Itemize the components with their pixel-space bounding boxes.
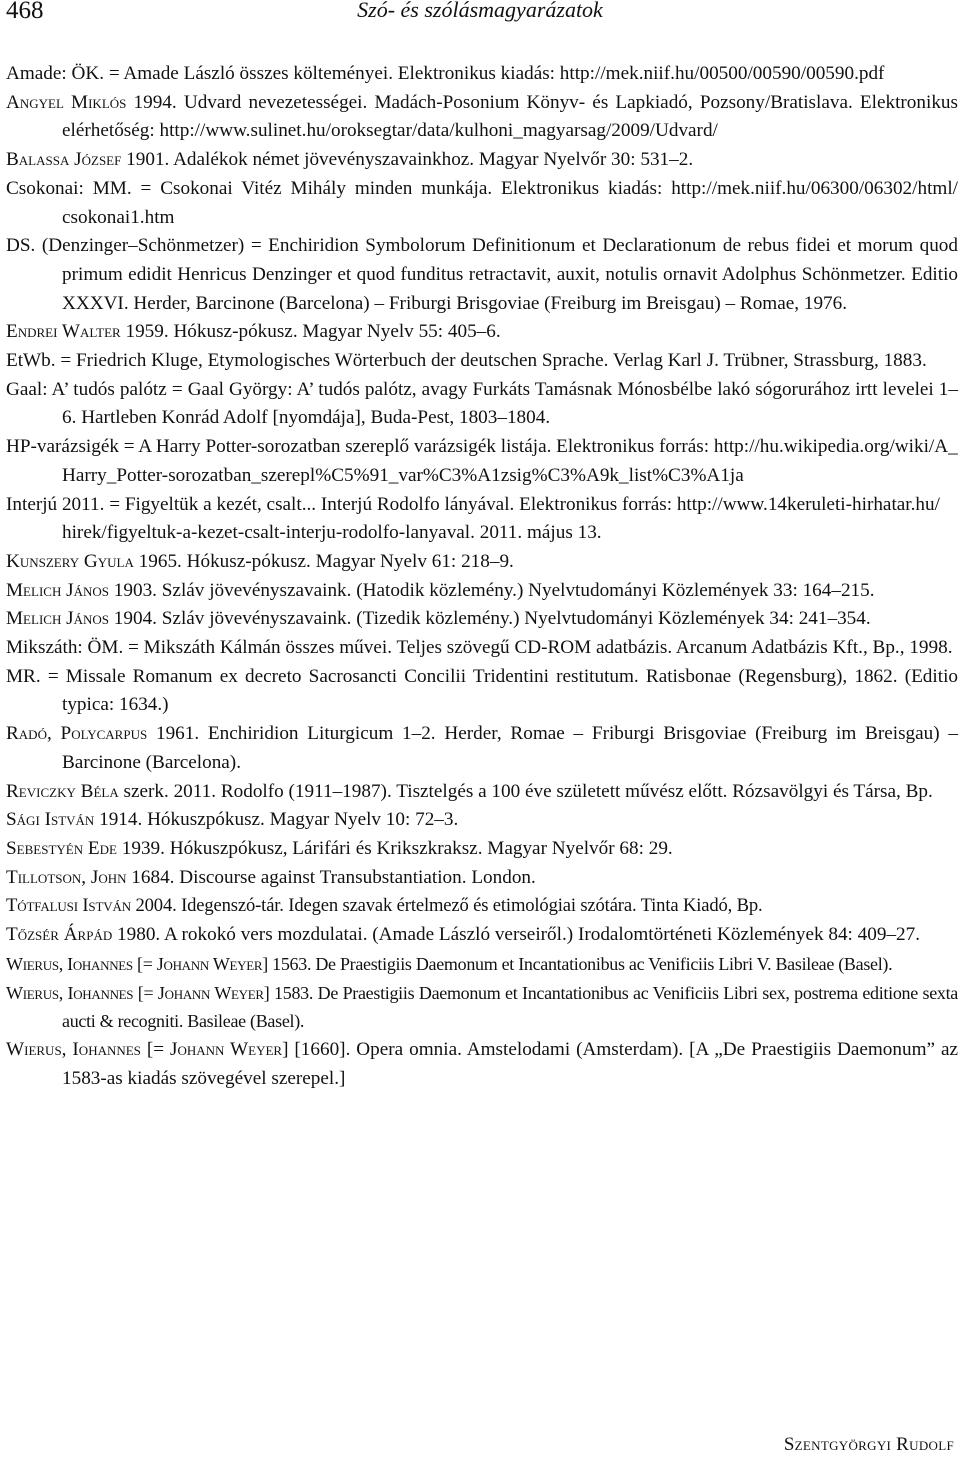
reference-text: 1980. A rokokó vers mozdulatai. (Amade László verseiről.) Irodalomtörténeti Közlemények 84: 409–27.	[112, 924, 921, 946]
reference-author: Sebestyén Ede	[6, 837, 117, 859]
reference-text: 1901. Adalékok német jövevényszavainkhoz. Magyar Nyelvőr 30: 531–2.	[121, 149, 694, 171]
reference-entry	[6, 491, 958, 548]
reference-entry	[6, 60, 958, 89]
reference-text: [1660]. Opera omnia. Amstelodami (Amsterdam). [A „De Praestigiis Daemonum” az 1583-as kiadás szövegével szerepel.]	[62, 1038, 959, 1089]
reference-entry	[6, 720, 958, 777]
reference-list	[6, 60, 958, 1093]
reference-entry	[6, 663, 958, 720]
reference-author: Balassa József	[6, 149, 122, 171]
reference-entry	[6, 778, 958, 807]
reference-entry	[6, 1036, 958, 1093]
reference-text: 1684. Discourse against Transubstantiation. London.	[126, 866, 536, 888]
reference-entry	[6, 892, 958, 921]
reference-entry	[6, 548, 958, 577]
reference-text: 1994. Udvard nevezetességei. Madách-Posonium Könyv- és Lapkiadó, Pozsony/Bratislava. Elektronikus elérhetőség: http://www.sulinet.hu/oroksegtar/data/kulhoni_magyarsag/2009/Udvard/	[62, 91, 958, 142]
reference-entry	[6, 175, 958, 232]
reference-entry	[6, 864, 958, 893]
reference-text: 1914. Hókuszpókusz. Magyar Nyelv 10: 72–3.	[94, 809, 459, 831]
reference-author: Wierus, Iohannes [= Johann Weyer]	[6, 953, 268, 974]
reference-text: Mikszáth: ÖM. = Mikszáth Kálmán összes művei. Teljes szövegű CD-ROM adatbázis. Arcanum Adatbázis Kft., Bp., 1998.	[6, 637, 953, 659]
reference-text: Gaal: A’ tudós palótz = Gaal György: A’ tudós palótz, avagy Furkáts Tamásnak Mónosbélbe lakó sógorurához irtt levelei 1–6. Hartleben Konrád Adolf [nyomdája], Buda-Pest, 1803–1804.	[6, 378, 958, 429]
reference-author: Angyel Miklós	[6, 91, 127, 113]
reference-text: 1939. Hókuszpókusz, Lárifári és Krikszkraksz. Magyar Nyelvőr 68: 29.	[116, 837, 673, 859]
reference-entry	[6, 347, 958, 376]
reference-author: Tótfalusi István	[6, 895, 132, 917]
reference-entry	[6, 376, 958, 433]
reference-entry	[6, 577, 958, 606]
reference-text: HP-varázsigék = A Harry Potter-sorozatban szereplő varázsigék listája. Elektronikus forrás: http://hu.wikipedia.org/wiki/A_Harry_Potter-sorozatban_szerepl%C5%91_var%C3%A1zsig%C3%A9k_list%C3%A1ja	[6, 436, 958, 486]
reference-author: Reviczky Béla	[6, 780, 119, 802]
reference-author: Wierus, Iohannes [= Johann Weyer]	[6, 1038, 289, 1060]
reference-text: 1903. Szláv jövevényszavaink. (Hatodik közlemény.) Nyelvtudományi Közlemények 33: 164–215.	[109, 579, 875, 601]
reference-author: Radó, Polycarpus	[6, 723, 148, 745]
reference-author: Kunszery Gyula	[6, 550, 134, 572]
reference-entry	[6, 318, 958, 347]
reference-entry	[6, 979, 958, 1036]
reference-entry	[6, 232, 958, 318]
reference-text: Csokonai: MM. = Csokonai Vitéz Mihály minden munkája. Elektronikus kiadás: http://mek.niif.hu/06300/06302/html/csokonai1.htm	[6, 177, 958, 228]
reference-author: Tőzsér Árpád	[6, 924, 113, 946]
reference-text: 1961. Enchiridion Liturgicum 1–2. Herder, Romae – Friburgi Brisgoviae (Freiburg im Breisgau) – Barcinone (Barcelona).	[62, 723, 958, 773]
reference-text: DS. (Denzinger–Schönmetzer) = Enchiridion Symbolorum Definitionum et Declarationum de rebus fidei et morum quod primum edidit Henricus Denzinger et quod funditus retractavit, auxit, notulis ornavit Adolphus Schönmetzer. Editio XXXVI. Herder, Barcinone (Barcelona) – Friburgi Brisgoviae (Freiburg im Breisgau) – Romae, 1976.	[6, 235, 958, 314]
reference-text: Interjú 2011. = Figyeltük a kezét, csalt... Interjú Rodolfo lányával. Elektronikus forrás: http://www.14keruleti-hirhatar.hu/hirek/figyeltuk-a-kezet-csalt-interju-rodolfo-lanyaval. 2011. május 13.	[6, 493, 940, 544]
reference-text: 1563. De Praestigiis Daemonum et Incantationibus ac Venificiis Libri V. Basileae (Basel).	[267, 953, 893, 974]
reference-text: 1583. De Praestigiis Daemonum et Incantationibus ac Venificiis Libri sex, postrema editione sexta aucti & recogniti. Basileae (Basel).	[62, 982, 958, 1032]
reference-author: Wierus, Iohannes [= Johann Weyer]	[6, 982, 270, 1003]
reference-text: 1904. Szláv jövevényszavaink. (Tizedik közlemény.) Nyelvtudományi Közlemények 34: 241–354.	[109, 608, 871, 630]
author-signature: Szentgyörgyi Rudolf	[783, 1434, 954, 1455]
reference-entry	[6, 605, 958, 634]
reference-entry	[6, 835, 958, 864]
reference-author: Tillotson, John	[6, 866, 127, 888]
reference-author: Melich János	[6, 608, 109, 630]
reference-text: 2004. Idegenszó-tár. Idegen szavak értelmező és etimológiai szótára. Tinta Kiadó, Bp.	[131, 895, 763, 917]
reference-author: Melich János	[6, 579, 109, 601]
reference-entry	[6, 806, 958, 835]
reference-entry	[6, 950, 958, 979]
reference-text: 1965. Hókusz-pókusz. Magyar Nyelv 61: 218–9.	[133, 550, 514, 572]
reference-text: 1959. Hókusz-pókusz. Magyar Nyelv 55: 405–6.	[120, 321, 501, 343]
reference-entry	[6, 89, 958, 146]
reference-author: Sági István	[6, 809, 95, 831]
reference-text: szerk. 2011. Rodolfo (1911–1987). Tisztelgés a 100 éve született művész előtt. Rózsavölgyi és Társa, Bp.	[118, 780, 933, 802]
reference-entry	[6, 634, 958, 663]
running-title: Szó- és szólásmagyarázatok	[357, 0, 603, 22]
reference-entry	[6, 433, 958, 490]
reference-entry	[6, 146, 958, 175]
page-header	[6, 0, 954, 33]
page-number: 468	[6, 0, 44, 24]
reference-text: Amade: ÖK. = Amade László összes költeményei. Elektronikus kiadás: http://mek.niif.hu/00500/00590/00590.pdf	[6, 63, 885, 84]
reference-author: Endrei Walter	[6, 321, 121, 343]
reference-text: EtWb. = Friedrich Kluge, Etymologisches Wörterbuch der deutschen Sprache. Verlag Karl J. Trübner, Strassburg, 1883.	[6, 350, 927, 372]
reference-entry	[6, 921, 958, 950]
reference-text: MR. = Missale Romanum ex decreto Sacrosancti Concilii Tridentini restitutum. Ratisbonae (Regensburg), 1862. (Editio typica: 1634.)	[6, 665, 958, 716]
